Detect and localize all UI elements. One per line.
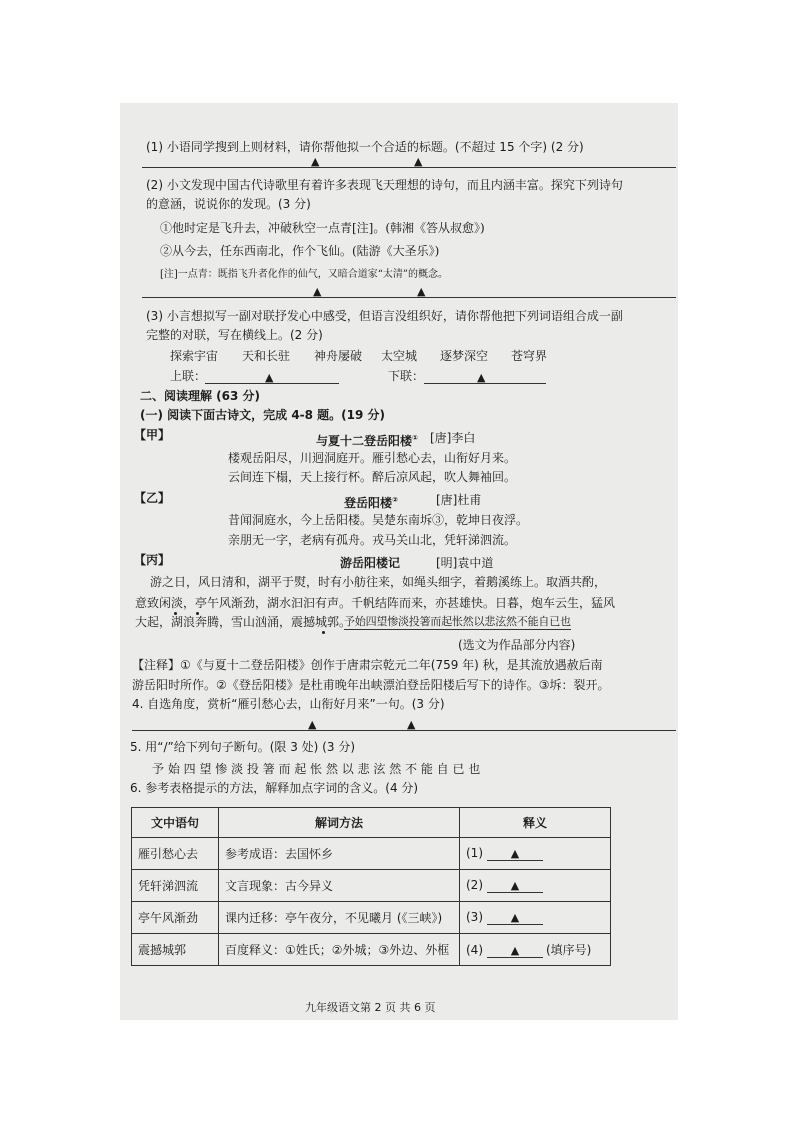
annotation-line2: 游岳阳时所作。②《登岳阳楼》是杜甫晚年出峡漂泊登岳阳楼后写下的诗作。③坼：裂开。 xyxy=(132,678,610,692)
poem-author-yi: [唐]杜甫 xyxy=(436,493,482,507)
poem-line: 昔闻洞庭水，今上岳阳楼。吴楚东南坼③，乾坤日夜浮。 xyxy=(228,513,529,527)
q1-prompt: (1) 小语同学搜到上则材料，请你帮他拟一个合适的标题。(不超过 15 个字) (2 分) xyxy=(146,140,584,154)
q2-footnote: [注]一点青：既指飞升者化作的仙气，又暗合道家“太清”的概念。 xyxy=(160,269,449,280)
part-title: (一) 阅读下面古诗文，完成 4-8 题。(19 分) xyxy=(140,408,386,422)
q2-prompt-line2: 的意涵，说说你的发现。(3 分) xyxy=(146,197,311,211)
text-label-yi: 【乙】 xyxy=(134,491,171,505)
emphasis-dot xyxy=(322,631,325,634)
couplet-upper-label: 上联： xyxy=(170,369,207,383)
poem-line: 云间连下榻，天上接行杯。醉后凉风起，吹人舞袖回。 xyxy=(228,470,517,484)
answer-marker: ▲ xyxy=(313,285,322,298)
prose-title-bing: 游岳阳楼记 xyxy=(340,556,401,570)
answer-marker: ▲ xyxy=(265,371,274,384)
prose-line: 游之日，风日清和，湖平于熨，时有小舫往来，如绳头细字，着鹅溪练上。取酒共酌， xyxy=(150,575,607,589)
q3-prompt-line1: (3) 小言想拟写一副对联抒发心中感受，但语言没组织好，请你帮他把下列词语组合成一副 xyxy=(146,309,623,323)
table-method: 课内迁移：亭午夜分，不见曦月 (《三峡》) xyxy=(219,902,460,934)
table-row xyxy=(132,838,611,870)
section-title: 二、阅读理解 (63 分) xyxy=(140,389,261,403)
q6-prompt: 6. 参考表格提示的方法，解释加点字词的含义。(4 分) xyxy=(130,781,419,795)
answer-marker: ▲ xyxy=(477,371,486,384)
table-row xyxy=(132,870,611,902)
q4-prompt: 4. 自选角度，赏析“雁引愁心去，山衔好月来”一句。(3 分) xyxy=(132,697,445,711)
source-note: (选文为作品部分内容) xyxy=(458,638,576,652)
answer-marker: ▲ xyxy=(308,718,317,731)
table-method: 文言现象：古今异义 xyxy=(219,870,460,902)
q3-word: 神舟屡破 xyxy=(314,349,363,363)
table-answer[interactable]: (2) ▲ xyxy=(460,870,611,902)
table-answer[interactable]: (3) ▲ xyxy=(460,902,611,934)
q3-word: 逐梦深空 xyxy=(440,349,489,363)
table-method: 参考成语：去国怀乡 xyxy=(219,838,460,870)
table-phrase: 亭午风渐劲 xyxy=(132,902,219,934)
poem-line: 亲朋无一字，老病有孤舟。戎马关山北，凭轩涕泗流。 xyxy=(228,533,517,547)
text-label-jia: 【甲】 xyxy=(134,428,171,442)
q3-word: 天和长驻 xyxy=(242,349,291,363)
answer-marker: ▲ xyxy=(414,155,423,168)
table-header: 释义 xyxy=(460,808,611,838)
vocab-table xyxy=(131,807,611,966)
table-header: 文中语句 xyxy=(132,808,219,838)
q5-prompt: 5. 用“/”给下列句子断句。(限 3 处) (3 分) xyxy=(130,740,355,754)
q3-word: 探索宇宙 xyxy=(170,349,219,363)
prose-underlined-sentence: 予始四望惨淡投箸而起怅然以悲泫然不能自已也 xyxy=(344,615,571,628)
prose-author-bing: [明]袁中道 xyxy=(436,556,494,570)
q2-prompt-line1: (2) 小文发现中国古代诗歌里有着许多表现飞天理想的诗句，而且内涵丰富。探究下列诗句 xyxy=(146,178,623,192)
q3-word: 苍穹界 xyxy=(511,349,548,363)
couplet-lower-line[interactable] xyxy=(424,383,546,384)
poem-title-yi: 登岳阳楼② xyxy=(344,496,398,510)
q2-answer-line xyxy=(142,297,676,298)
poem-line: 楼观岳阳尽，川迥洞庭开。雁引愁心去，山衔好月来。 xyxy=(228,451,517,465)
table-phrase: 雁引愁心去 xyxy=(132,838,219,870)
q3-word: 太空城 xyxy=(381,349,418,363)
table-answer[interactable]: (4) ▲ (填序号) xyxy=(460,934,611,966)
table-row xyxy=(132,902,611,934)
answer-marker: ▲ xyxy=(417,285,426,298)
table-phrase: 震撼城郭 xyxy=(132,934,219,966)
table-row xyxy=(132,934,611,966)
q2-poem-2: ②从今去，任东西南北，作个飞仙。(陆游《大圣乐》) xyxy=(160,244,440,258)
q3-prompt-line2: 完整的对联，写在横线上。(2 分) xyxy=(146,328,323,342)
table-answer[interactable]: (1) ▲ xyxy=(460,838,611,870)
answer-marker: ▲ xyxy=(311,155,320,168)
couplet-lower-label: 下联： xyxy=(388,369,425,383)
prose-line: 意致闲淡，亭午风渐劲，湖水汩汩有声。千帆结阵而来，亦甚雄快。日暮，炮车云生，猛风 xyxy=(135,596,616,610)
page-footer: 九年级语文第 2 页 共 6 页 xyxy=(305,1001,436,1014)
q5-sentence: 予 始 四 望 惨 淡 投 箸 而 起 怅 然 以 悲 泫 然 不 能 自 已 也 xyxy=(152,762,481,776)
annotation-line1: 【注释】①《与夏十二登岳阳楼》创作于唐肃宗乾元二年(759 年) 秋，是其流放遇赦后南 xyxy=(132,658,603,672)
table-method: 百度释义：①姓氏；②外城；③外边、外框 xyxy=(219,934,460,966)
prose-line: 大起，湖浪奔腾，雪山汹涌，震撼城郭。 xyxy=(135,615,352,629)
table-header: 解词方法 xyxy=(219,808,460,838)
q2-poem-1: ①他时定是飞升去，冲破秋空一点青[注]。(韩湘《答从叔愈》) xyxy=(160,221,485,235)
answer-marker: ▲ xyxy=(407,718,416,731)
poem-title-jia: 与夏十二登岳阳楼① xyxy=(316,434,418,448)
q1-answer-line xyxy=(142,167,676,168)
poem-author-jia: [唐]李白 xyxy=(430,431,476,445)
table-phrase: 凭轩涕泗流 xyxy=(132,870,219,902)
text-label-bing: 【丙】 xyxy=(134,553,171,567)
exam-page xyxy=(120,103,678,1020)
table-header-row xyxy=(132,808,611,838)
q4-answer-line xyxy=(132,730,676,731)
